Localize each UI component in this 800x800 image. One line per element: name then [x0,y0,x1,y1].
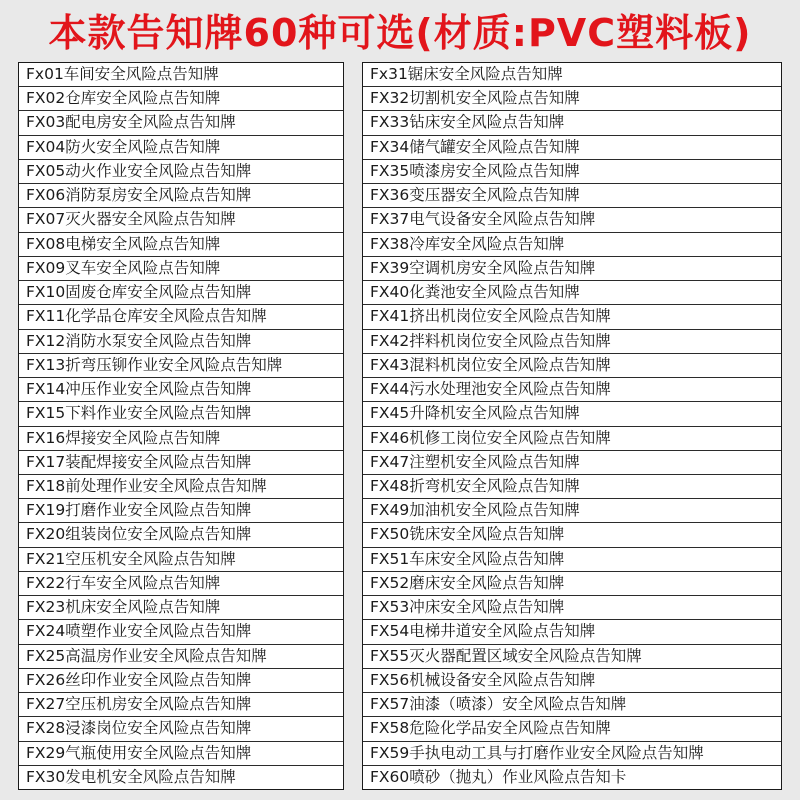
sign-list-right [362,62,782,790]
sign-list-item: FX25高温房作业安全风险点告知牌 [19,645,343,669]
sign-list-item: FX10固废仓库安全风险点告知牌 [19,281,343,305]
sign-list-item: FX44污水处理池安全风险点告知牌 [363,378,781,402]
sign-list-item: FX54电梯井道安全风险点告知牌 [363,620,781,644]
sign-list-item: FX45升降机安全风险点告知牌 [363,402,781,426]
sign-list-item: FX58危险化学品安全风险点告知牌 [363,717,781,741]
sign-list-item: FX22行车安全风险点告知牌 [19,572,343,596]
sign-list-item: FX14冲压作业安全风险点告知牌 [19,378,343,402]
sign-list-item: FX06消防泵房安全风险点告知牌 [19,184,343,208]
sign-list-item: FX18前处理作业安全风险点告知牌 [19,475,343,499]
sign-list-item: FX30发电机安全风险点告知牌 [26,767,236,786]
sign-list-item: FX23机床安全风险点告知牌 [19,596,343,620]
page-title: 本款告知牌60种可选(材质:PVC塑料板) [48,11,752,55]
sign-list-item: FX15下料作业安全风险点告知牌 [19,402,343,426]
sign-list-item: FX51车床安全风险点告知牌 [363,548,781,572]
sign-list-item: FX40化粪池安全风险点告知牌 [363,281,781,305]
sign-list-item: FX43混料机岗位安全风险点告知牌 [363,354,781,378]
sign-list-item: FX53冲床安全风险点告知牌 [363,596,781,620]
sign-list-item: FX16焊接安全风险点告知牌 [19,427,343,451]
sign-list-item: FX32切割机安全风险点告知牌 [363,87,781,111]
sign-list-item: Fx31锯床安全风险点告知牌 [363,63,781,87]
sign-list-item: FX35喷漆房安全风险点告知牌 [363,160,781,184]
sign-list-item: FX56机械设备安全风险点告知牌 [363,669,781,693]
sign-list-item: FX42拌料机岗位安全风险点告知牌 [363,330,781,354]
sign-list-item: FX41挤出机岗位安全风险点告知牌 [363,305,781,329]
sign-list-left [18,62,344,790]
sign-list-item: Fx01车间安全风险点告知牌 [19,63,343,87]
sign-list-item: FX12消防水泵安全风险点告知牌 [19,330,343,354]
sign-list-item: FX29气瓶使用安全风险点告知牌 [19,742,343,766]
sign-list-item: FX55灭火器配置区域安全风险点告知牌 [363,645,781,669]
sign-list-item: FX60喷砂（抛丸）作业风险点告知卡 [370,767,627,786]
sign-list-item: FX04防火安全风险点告知牌 [19,136,343,160]
sign-list-item: FX26丝印作业安全风险点告知牌 [19,669,343,693]
sign-list-item: FX20组装岗位安全风险点告知牌 [19,523,343,547]
sign-list-item: FX38冷库安全风险点告知牌 [363,233,781,257]
sign-list-item: FX27空压机房安全风险点告知牌 [19,693,343,717]
sign-list-item: FX05动火作业安全风险点告知牌 [19,160,343,184]
sign-list-item: FX13折弯压铆作业安全风险点告知牌 [19,354,343,378]
sign-list-item: FX36变压器安全风险点告知牌 [363,184,781,208]
sign-list-item: FX21空压机安全风险点告知牌 [19,548,343,572]
sign-list-item: FX52磨床安全风险点告知牌 [363,572,781,596]
sign-list-item: FX49加油机安全风险点告知牌 [363,499,781,523]
sign-list-item: FX11化学品仓库安全风险点告知牌 [19,305,343,329]
sign-list-item: FX17装配焊接安全风险点告知牌 [19,451,343,475]
sign-list-item: FX39空调机房安全风险点告知牌 [363,257,781,281]
sign-list-item: FX57油漆（喷漆）安全风险点告知牌 [363,693,781,717]
sign-list-item: FX02仓库安全风险点告知牌 [19,87,343,111]
sign-list-item: FX08电梯安全风险点告知牌 [19,233,343,257]
sign-list-item: FX47注塑机安全风险点告知牌 [363,451,781,475]
sign-list-item: FX59手执电动工具与打磨作业安全风险点告知牌 [363,742,781,766]
sign-list-item: FX03配电房安全风险点告知牌 [19,111,343,135]
sign-list-item: FX24喷塑作业安全风险点告知牌 [19,620,343,644]
sign-list-item: FX33钻床安全风险点告知牌 [363,111,781,135]
sign-list-item: FX37电气设备安全风险点告知牌 [363,208,781,232]
sign-list-item: FX50铣床安全风险点告知牌 [363,523,781,547]
sign-list-item: FX48折弯机安全风险点告知牌 [363,475,781,499]
sign-list-item: FX19打磨作业安全风险点告知牌 [19,499,343,523]
sign-list-item: FX46机修工岗位安全风险点告知牌 [363,427,781,451]
sign-list-item: FX28浸漆岗位安全风险点告知牌 [19,717,343,741]
sign-list-item: FX09叉车安全风险点告知牌 [19,257,343,281]
sign-list-item: FX07灭火器安全风险点告知牌 [19,208,343,232]
sign-list-item: FX34储气罐安全风险点告知牌 [363,136,781,160]
